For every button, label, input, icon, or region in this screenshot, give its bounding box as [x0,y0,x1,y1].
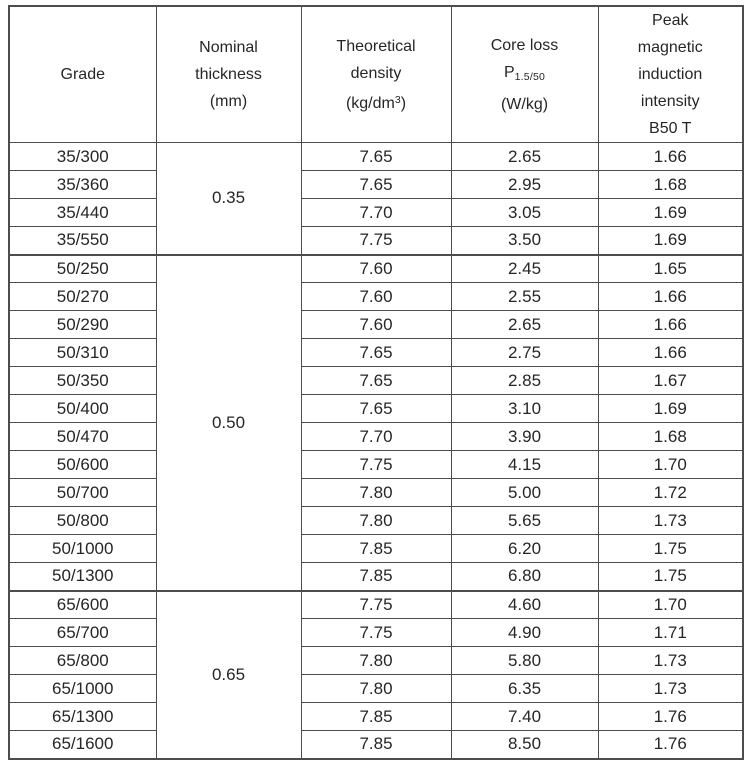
density-unit-close-paren: ) [400,94,407,112]
grade-cell: 50/400 [9,395,156,423]
header-core-loss-unit: (W/kg) [500,95,549,113]
thickness-cell: 0.50 [156,255,301,591]
table-row [9,619,743,647]
table-row [9,171,743,199]
core-loss-cell: 3.10 [451,395,598,423]
grade-cell: 35/440 [9,199,156,227]
core-loss-cell: 8.50 [451,731,598,759]
table-row [9,507,743,535]
core-loss-cell: 2.95 [451,171,598,199]
core-loss-cell: 4.90 [451,619,598,647]
grade-cell: 35/300 [9,143,156,171]
core-loss-cell: 3.05 [451,199,598,227]
col-header-peak-induction [598,6,743,143]
b50-cell: 1.65 [598,255,743,283]
b50-cell: 1.67 [598,367,743,395]
density-cell: 7.60 [301,311,451,339]
density-cell: 7.60 [301,255,451,283]
grade-cell: 50/600 [9,451,156,479]
grade-cell: 65/1600 [9,731,156,759]
col-header-theoretical-density [301,6,451,143]
density-cell: 7.70 [301,199,451,227]
header-core-loss-line1: Core loss [490,36,559,54]
grade-spec-table [8,5,744,760]
table-body [9,143,743,759]
core-loss-cell: 6.20 [451,535,598,563]
table-row [9,535,743,563]
density-cell: 7.75 [301,451,451,479]
core-loss-cell: 5.80 [451,647,598,675]
header-peak-line1: Peak [652,12,689,29]
core-loss-cell: 3.90 [451,423,598,451]
grade-cell: 50/350 [9,367,156,395]
b50-cell: 1.66 [598,143,743,171]
table-row [9,227,743,255]
header-peak-line2: magnetic [637,39,703,56]
grade-cell: 50/1300 [9,563,156,591]
density-cell: 7.75 [301,619,451,647]
density-cell: 7.65 [301,339,451,367]
table-row [9,451,743,479]
header-core-loss-symbol-line [452,59,598,91]
b50-cell: 1.71 [598,619,743,647]
density-unit-main: (kg/dm [345,94,395,112]
table-row [9,199,743,227]
core-loss-cell: 6.35 [451,675,598,703]
table-row [9,311,743,339]
density-unit-superscript: 3 [394,93,401,106]
core-loss-cell: 5.00 [451,479,598,507]
core-loss-cell: 5.65 [451,507,598,535]
density-cell: 7.85 [301,563,451,591]
density-cell: 7.85 [301,731,451,759]
core-loss-cell: 2.65 [451,143,598,171]
core-loss-cell: 3.50 [451,227,598,255]
grade-cell: 50/310 [9,339,156,367]
col-header-nominal-thickness [156,6,301,143]
header-peak-line3: induction [638,66,703,83]
header-density-unit [302,87,451,117]
table-row [9,367,743,395]
density-cell: 7.65 [301,171,451,199]
grade-cell: 65/1300 [9,703,156,731]
table-row [9,563,743,591]
core-loss-cell: 2.45 [451,255,598,283]
core-loss-cell: 6.80 [451,563,598,591]
b50-cell: 1.73 [598,647,743,675]
b50-cell: 1.75 [598,535,743,563]
grade-cell: 50/1000 [9,535,156,563]
b50-cell: 1.72 [598,479,743,507]
thickness-cell: 0.65 [156,591,301,759]
density-cell: 7.85 [301,535,451,563]
table-row [9,143,743,171]
table-row [9,423,743,451]
density-cell: 7.75 [301,591,451,619]
grade-cell: 65/800 [9,647,156,675]
density-cell: 7.60 [301,283,451,311]
thickness-cell: 0.35 [156,143,301,255]
table-row [9,395,743,423]
core-loss-subscript: 1.5/50 [514,70,546,83]
b50-cell: 1.75 [598,563,743,591]
grade-cell: 50/290 [9,311,156,339]
b50-cell: 1.66 [598,283,743,311]
b50-cell: 1.76 [598,703,743,731]
header-grade-label: Grade [60,66,105,83]
b50-cell: 1.66 [598,339,743,367]
header-density-line2: density [350,64,402,82]
density-cell: 7.70 [301,423,451,451]
core-loss-cell: 7.40 [451,703,598,731]
b50-cell: 1.76 [598,731,743,759]
core-loss-cell: 2.75 [451,339,598,367]
col-header-core-loss [451,6,598,143]
grade-cell: 35/360 [9,171,156,199]
header-density-line1: Theoretical [336,37,416,55]
header-thickness-line2: thickness [195,66,262,83]
grade-cell: 50/470 [9,423,156,451]
header-peak-line5: B50 T [649,120,692,137]
table-row [9,647,743,675]
core-loss-cell: 4.60 [451,591,598,619]
core-loss-cell: 2.55 [451,283,598,311]
table-row [9,339,743,367]
table-row [9,283,743,311]
header-thickness-line1: Nominal [199,39,258,56]
header-row [9,6,743,143]
b50-cell: 1.73 [598,507,743,535]
grade-cell: 65/1000 [9,675,156,703]
b50-cell: 1.69 [598,395,743,423]
grade-cell: 50/700 [9,479,156,507]
grade-cell: 65/700 [9,619,156,647]
density-cell: 7.75 [301,227,451,255]
grade-cell: 65/600 [9,591,156,619]
core-loss-symbol: P [503,63,515,81]
table-row [9,675,743,703]
table-row [9,703,743,731]
core-loss-cell: 2.65 [451,311,598,339]
core-loss-cell: 4.15 [451,451,598,479]
col-header-grade [9,6,156,143]
table-row [9,591,743,619]
grade-cell: 35/550 [9,227,156,255]
density-cell: 7.65 [301,367,451,395]
table-row [9,731,743,759]
b50-cell: 1.69 [598,227,743,255]
b50-cell: 1.69 [598,199,743,227]
density-cell: 7.80 [301,479,451,507]
b50-cell: 1.73 [598,675,743,703]
header-peak-line4: intensity [640,93,700,110]
table-row [9,479,743,507]
density-cell: 7.65 [301,143,451,171]
density-cell: 7.80 [301,507,451,535]
b50-cell: 1.70 [598,591,743,619]
b50-cell: 1.68 [598,423,743,451]
density-cell: 7.65 [301,395,451,423]
core-loss-cell: 2.85 [451,367,598,395]
grade-cell: 50/250 [9,255,156,283]
density-cell: 7.80 [301,647,451,675]
grade-cell: 50/270 [9,283,156,311]
header-thickness-unit: (mm) [209,93,248,110]
b50-cell: 1.66 [598,311,743,339]
density-cell: 7.80 [301,675,451,703]
density-cell: 7.85 [301,703,451,731]
grade-cell: 50/800 [9,507,156,535]
b50-cell: 1.68 [598,171,743,199]
table-row [9,255,743,283]
b50-cell: 1.70 [598,451,743,479]
